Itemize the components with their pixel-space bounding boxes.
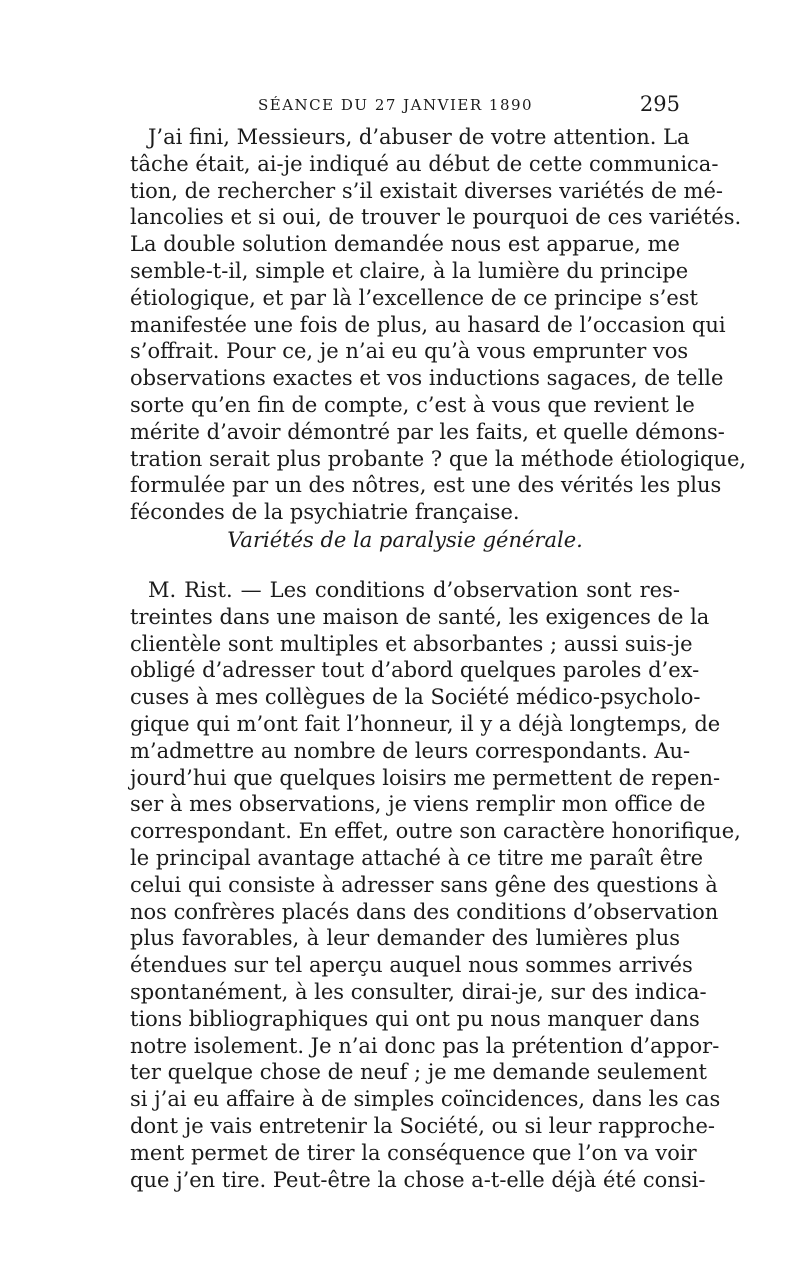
- text-line-first: [130, 577, 680, 604]
- text-line: dont je vais entretenir la Société, ou si leur rapproche-: [130, 1113, 715, 1138]
- text-line: clientèle sont multiples et absorbantes ; aussi suis-je: [130, 631, 693, 656]
- text-line: tration serait plus probante ? que la méthode étiologique,: [130, 446, 747, 471]
- text-line: celui qui consiste à adresser sans gêne des questions à: [130, 872, 718, 897]
- text-line: observations exactes et vos inductions sagaces, de telle: [130, 366, 724, 391]
- text-line: que j’en tire. Peut-être la chose a-t-elle déjà été consi-: [130, 1167, 706, 1192]
- text-line: spontanément, à les consulter, dirai-je, sur des indica-: [130, 979, 707, 1004]
- text-line: obligé d’adresser tout d’abord quelques paroles d’ex-: [130, 658, 700, 683]
- text-line: fécondes de la psychiatrie française.: [130, 500, 520, 525]
- text-line: si j’ai eu affaire à de simples coïncidences, dans les cas: [130, 1087, 721, 1112]
- running-title: SÉANCE DU 27 JANVIER 1890: [258, 96, 534, 114]
- section-heading: Variétés de la paralysie générale.: [227, 528, 583, 552]
- text-line: plus favorables, à leur demander des lumières plus: [130, 926, 680, 951]
- text-line: ser à mes observations, je viens remplir mon office de: [130, 792, 706, 817]
- text-line: sorte qu’en fin de compte, c’est à vous que revient le: [130, 392, 695, 417]
- text-line: La double solution demandée nous est apparue, me: [130, 232, 680, 257]
- text-line: semble-t-il, simple et claire, à la lumière du principe: [130, 258, 689, 283]
- text-line: m’admettre au nombre de leurs correspondants. Au-: [130, 738, 691, 763]
- text-line: formulée par un des nôtres, est une des vérités les plus: [130, 473, 722, 498]
- speaker-name: M. Rist.: [148, 578, 233, 602]
- text-line: jourd’hui que quelques loisirs me permettent de repen-: [130, 765, 721, 790]
- text-line: nos confrères placés dans des conditions d’observation: [130, 899, 719, 924]
- text-line: ment permet de tirer la conséquence que l’on va voir: [130, 1140, 697, 1165]
- page-number: 295: [639, 92, 680, 116]
- paragraph-rist: [130, 577, 741, 1193]
- text-line: s’offrait. Pour ce, je n’ai eu qu’à vous emprunter vos: [130, 339, 689, 364]
- text-line: tions bibliographiques qui ont pu nous manquer dans: [130, 1006, 700, 1031]
- text-line: ter quelque chose de neuf ; je me demande seulement: [130, 1060, 707, 1085]
- text-line: étiologique, et par là l’excellence de ce principe s’est: [130, 285, 698, 310]
- text-line: J’ai fini, Messieurs, d’abuser de votre attention. La: [148, 125, 690, 149]
- text-line: lancolies et si oui, de trouver le pourquoi de ces variétés.: [130, 205, 742, 230]
- text-line: manifestée une fois de plus, au hasard de l’occasion qui: [130, 312, 726, 337]
- text-line: cuses à mes collègues de la Société médico-psycholo-: [130, 685, 701, 710]
- text-line: correspondant. En effet, outre son caractère honorifique,: [130, 819, 741, 844]
- text-line-rest: — Les conditions d’observation sont res-: [232, 578, 680, 602]
- text-line: notre isolement. Je n’ai donc pas la prétention d’appor-: [130, 1033, 720, 1058]
- text-line: tâche était, ai-je indiqué au début de cette communica-: [130, 151, 719, 176]
- text-line: le principal avantage attaché à ce titre me paraît être: [130, 845, 704, 870]
- text-line: gique qui m’ont fait l’honneur, il y a déjà longtemps, de: [130, 711, 721, 736]
- text-line: tion, de rechercher s’il existait diverses variétés de mé-: [130, 178, 723, 203]
- paragraph-conclusion: [130, 124, 747, 526]
- text-line: treintes dans une maison de santé, les exigences de la: [130, 604, 710, 629]
- text-line: mérite d’avoir démontré par les faits, et quelle démons-: [130, 419, 725, 444]
- page-header: [130, 92, 680, 122]
- text-line: étendues sur tel aperçu auquel nous sommes arrivés: [130, 953, 693, 978]
